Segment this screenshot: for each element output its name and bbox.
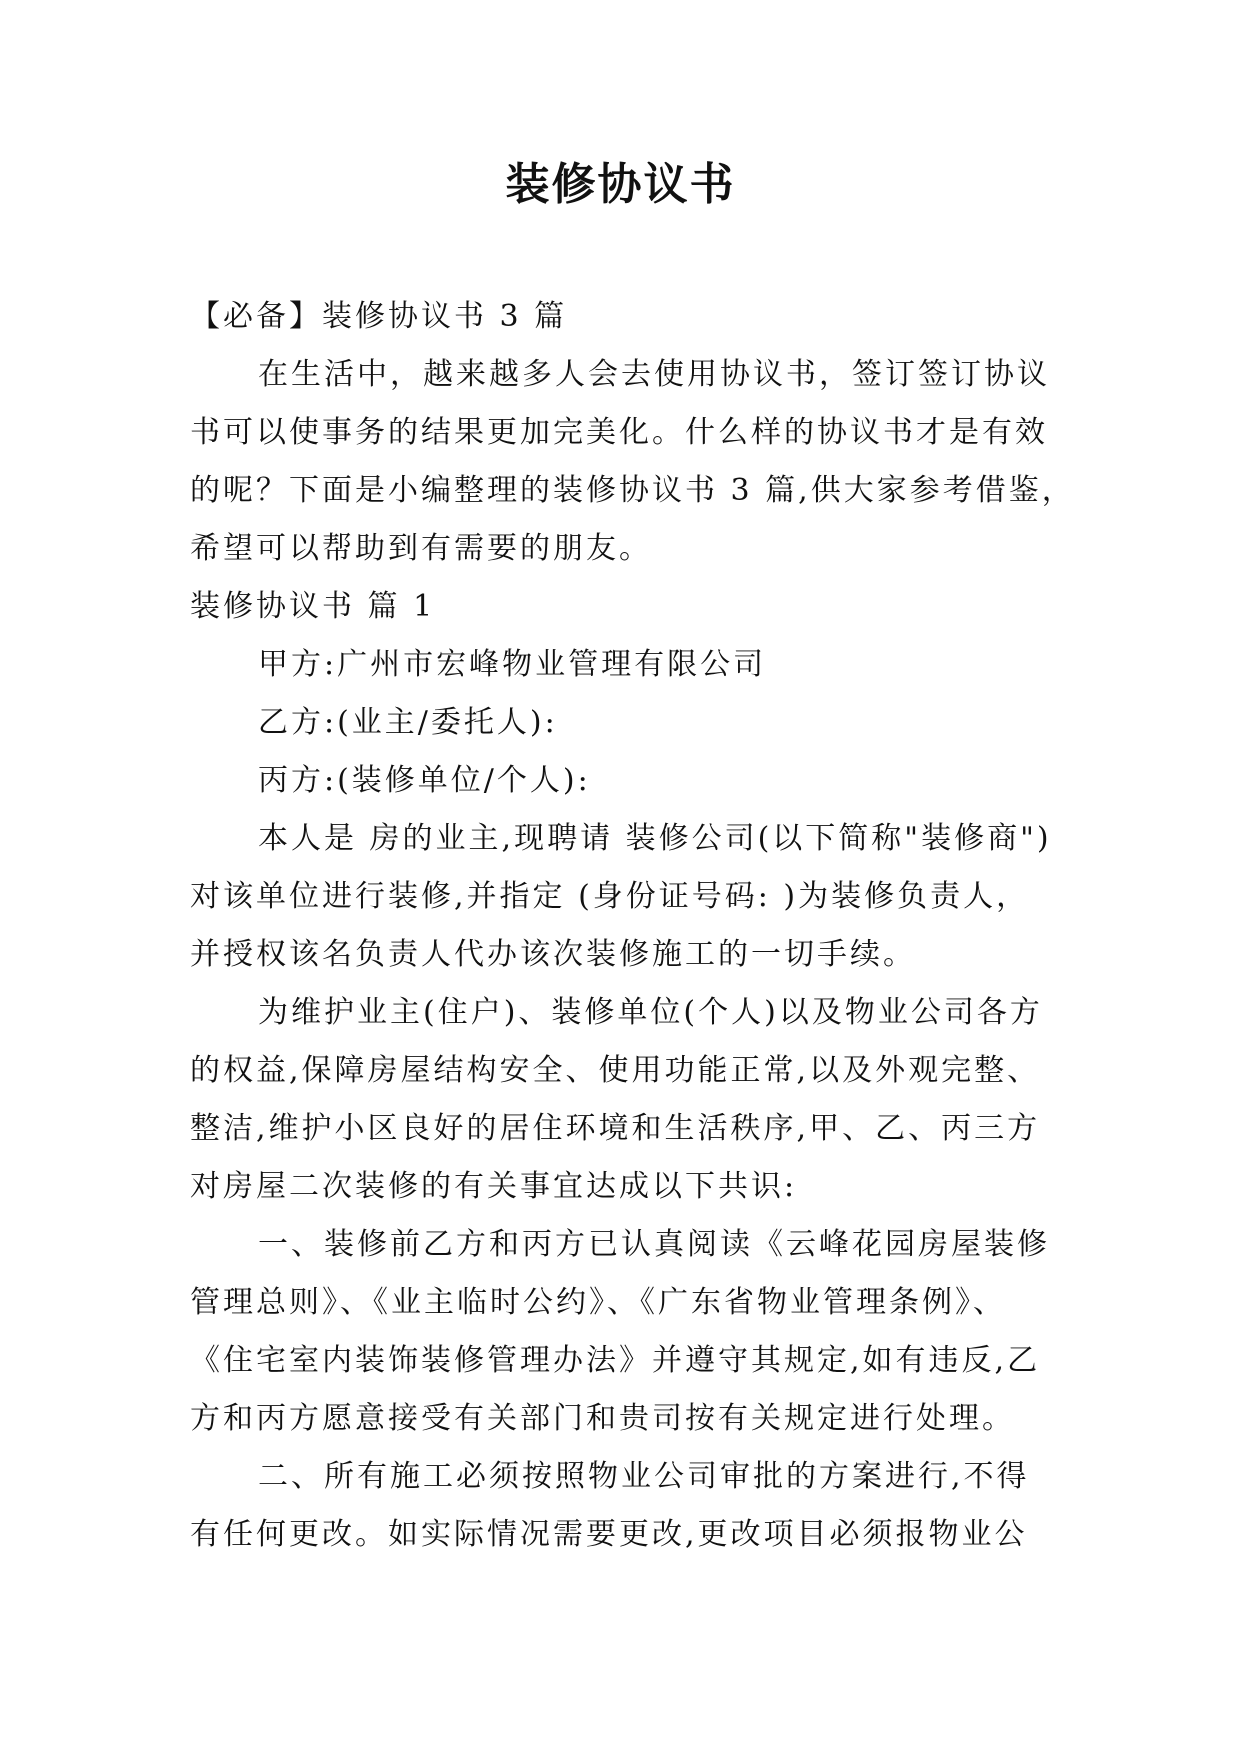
text-line-20: 方和丙方愿意接受有关部门和贵司按有关规定进行处理。	[190, 1401, 1015, 1436]
text-line-18: 管理总则》、《业主临时公约》、《广东省物业管理条例》、	[190, 1285, 1006, 1320]
text-line-19: 《住宅室内装饰装修管理办法》并遵守其规定,如有违反,乙	[190, 1343, 1041, 1378]
text-line-16: 对房屋二次装修的有关事宜达成以下共识:	[190, 1169, 798, 1204]
text-line-11: 对该单位进行装修,并指定 (身份证号码: )为装修负责人，	[190, 879, 1030, 914]
text-line-2: 在生活中，越来越多人会去使用协议书，签订签订协议	[258, 357, 1050, 392]
text-line-10: 本人是 房的业主,现聘请 装修公司(以下简称"装修商")	[258, 821, 1052, 856]
text-line-22: 有任何更改。如实际情况需要更改,更改项目必须报物业公	[190, 1517, 1028, 1552]
text-line-14: 的权益,保障房屋结构安全、使用功能正常,以及外观完整、	[190, 1053, 1041, 1088]
text-line-13: 为维护业主(住户)、装修单位(个人)以及物业公司各方	[258, 995, 1043, 1030]
text-line-9: 丙方:(装修单位/个人):	[258, 763, 591, 798]
text-line-5: 希望可以帮助到有需要的朋友。	[190, 531, 652, 566]
document-body	[190, 288, 1075, 1564]
text-line-8: 乙方:(业主/委托人):	[258, 705, 558, 740]
text-line-3: 书可以使事务的结果更加完美化。什么样的协议书才是有效	[190, 415, 1048, 450]
text-line-15: 整洁,维护小区良好的居住环境和生活秩序,甲、乙、丙三方	[190, 1111, 1041, 1146]
text-line-7: 甲方:广州市宏峰物业管理有限公司	[258, 647, 767, 682]
document-title: 装修协议书	[505, 159, 736, 210]
text-line-17: 一、装修前乙方和丙方已认真阅读《云峰花园房屋装修	[258, 1227, 1050, 1262]
text-line-12: 并授权该名负责人代办该次装修施工的一切手续。	[190, 937, 916, 972]
text-line-21: 二、所有施工必须按照物业公司审批的方案进行,不得	[258, 1459, 1030, 1494]
section-heading-1: 装修协议书 篇 1	[190, 589, 436, 624]
text-line-1: 【必备】装修协议书 3 篇	[190, 299, 568, 334]
text-line-4: 的呢？下面是小编整理的装修协议书 3 篇,供大家参考借鉴，	[190, 473, 1075, 508]
